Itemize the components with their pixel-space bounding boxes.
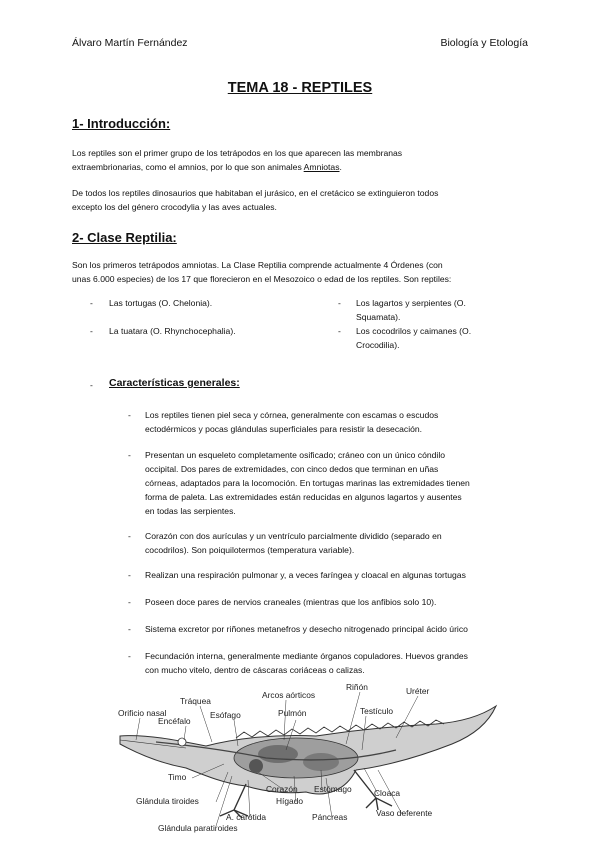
text-line: Squamata). bbox=[356, 312, 401, 322]
label-vaso-deferente: Vaso deferente bbox=[376, 808, 433, 818]
bullet-dash: - bbox=[128, 410, 131, 420]
text-line bbox=[72, 160, 532, 174]
feature-item-esqueleto bbox=[145, 448, 530, 518]
eye-shape bbox=[178, 738, 186, 746]
heart-shape bbox=[249, 759, 263, 773]
list-dash: - bbox=[338, 326, 341, 336]
feature-item-corazon bbox=[145, 529, 530, 557]
text-line: córneas, adaptados para la locomoción. En tortugas marinas las extremidades tienen bbox=[145, 478, 470, 488]
text-line: con mucho vitelo, dentro de cáscaras coriáceas o calizas. bbox=[145, 665, 365, 675]
feature-item-respiracion: Realizan una respiración pulmonar y, a veces faríngea y cloacal en algunas tortugas bbox=[145, 570, 466, 580]
list-item-tuatara: La tuatara (O. Rhynchocephalia). bbox=[109, 326, 236, 336]
label-carotida: A. carótida bbox=[226, 812, 267, 822]
text-line: en todas las serpientes. bbox=[145, 506, 236, 516]
label-timo: Timo bbox=[168, 772, 187, 782]
feature-item-nervios: Poseen doce pares de nervios craneales (mientras que los anfibios solo 10). bbox=[145, 597, 437, 607]
lung-shape bbox=[258, 745, 298, 763]
text-line: forma de paleta. Las extremidades están reducidas en algunos lagartos y ausentes bbox=[145, 492, 462, 502]
label-esofago: Esófago bbox=[210, 710, 241, 720]
list-dash: - bbox=[90, 298, 93, 308]
text-line: unas 6.000 especies) de los 17 que florecieron en el Mesozoico o edad de los reptiles. Son reptiles: bbox=[72, 274, 452, 284]
section-heading-introduccion: 1- Introducción: bbox=[72, 116, 171, 131]
list-item-tortugas: Las tortugas (O. Chelonia). bbox=[109, 298, 213, 308]
text-line: Los reptiles son el primer grupo de los tetrápodos en los que aparecen las membranas bbox=[72, 148, 403, 158]
label-pancreas: Páncreas bbox=[312, 812, 348, 822]
intro-paragraph-2 bbox=[72, 186, 532, 214]
text-line: Crocodilia). bbox=[356, 340, 400, 350]
bullet-dash: - bbox=[128, 597, 131, 607]
label-traquea: Tráquea bbox=[180, 696, 211, 706]
label-corazon: Corazón bbox=[266, 784, 298, 794]
header-author: Álvaro Martín Fernández bbox=[72, 37, 188, 49]
text-line: De todos los reptiles dinosaurios que habitaban el jurásico, en el cretácico se extinguieron todos bbox=[72, 188, 439, 198]
list-dash: - bbox=[338, 298, 341, 308]
label-orificio-nasal: Orificio nasal bbox=[118, 708, 167, 718]
bullet-dash: - bbox=[128, 570, 131, 580]
label-cloaca: Cloaca bbox=[374, 788, 401, 798]
label-arcos-aorticos: Arcos aórticos bbox=[262, 690, 316, 700]
text-line: cocodrilos). Son poiquilotermos (temperatura variable). bbox=[145, 545, 355, 555]
stomach-shape bbox=[303, 753, 339, 771]
text-line: Corazón con dos aurículas y un ventrículo parcialmente dividido (separado en bbox=[145, 531, 442, 541]
label-estomago: Estómago bbox=[314, 784, 352, 794]
bullet-dash: - bbox=[128, 450, 131, 460]
text-line: Los cocodrilos y caimanes (O. bbox=[356, 326, 472, 336]
text-span: . bbox=[339, 162, 342, 172]
label-pulmon: Pulmón bbox=[278, 708, 307, 718]
label-rinon: Riñón bbox=[346, 682, 368, 692]
text-line: Fecundación interna, generalmente mediante órganos copuladores. Huevos grandes bbox=[145, 651, 468, 661]
bullet-dash: - bbox=[128, 531, 131, 541]
label-encefalo: Encéfalo bbox=[158, 716, 191, 726]
list-item-cocodrilos bbox=[356, 324, 471, 352]
label-ureter: Uréter bbox=[406, 686, 430, 696]
section-heading-clase-reptilia: 2- Clase Reptilia: bbox=[72, 230, 177, 245]
feature-item-piel bbox=[145, 408, 530, 436]
text-line: Son los primeros tetrápodos amniotas. La Clase Reptilia comprende actualmente 4 Órdenes (con bbox=[72, 260, 443, 270]
text-line: occipital. Dos pares de extremidades, con cinco dedos que terminan en uñas bbox=[145, 464, 439, 474]
clase-paragraph bbox=[72, 258, 532, 286]
bullet-dash: - bbox=[128, 624, 131, 634]
text-line: ectodérmicos y pocas glándulas superficiales para resistir la desecación. bbox=[145, 424, 423, 434]
feature-item-excretor: Sistema excretor por riñones metanefros y desecho nitrogenado principal ácido úrico bbox=[145, 624, 468, 634]
feature-item-fecundacion bbox=[145, 649, 530, 677]
label-glandula-paratiroides: Glándula paratiroides bbox=[158, 823, 238, 833]
subheading-caracteristicas: Características generales: bbox=[109, 377, 240, 389]
bullet-dash: - bbox=[128, 651, 131, 661]
header-subject: Biología y Etología bbox=[440, 37, 528, 49]
term-amniotas: Amniotas bbox=[303, 162, 340, 172]
text-line: excepto los del género crocodylia y las aves actuales. bbox=[72, 202, 277, 212]
label-testiculo: Testículo bbox=[360, 706, 394, 716]
text-line: Presentan un esqueleto completamente osificado; cráneo con un único cóndilo bbox=[145, 450, 446, 460]
text-line: Los lagartos y serpientes (O. bbox=[356, 298, 466, 308]
label-higado: Hígado bbox=[276, 796, 304, 806]
intro-paragraph-1 bbox=[72, 146, 532, 174]
list-dash: - bbox=[90, 380, 93, 390]
text-span: extraembrionarias, como el amnios, por lo que son animales bbox=[72, 162, 304, 172]
text-line: Los reptiles tienen piel seca y córnea, generalmente con escamas o escudos bbox=[145, 410, 439, 420]
label-glandula-tiroides: Glándula tiroides bbox=[136, 796, 199, 806]
page-title: TEMA 18 - REPTILES bbox=[227, 80, 373, 96]
list-dash: - bbox=[90, 326, 93, 336]
list-item-lagartos bbox=[356, 296, 466, 324]
crocodile-anatomy-figure bbox=[116, 680, 500, 840]
